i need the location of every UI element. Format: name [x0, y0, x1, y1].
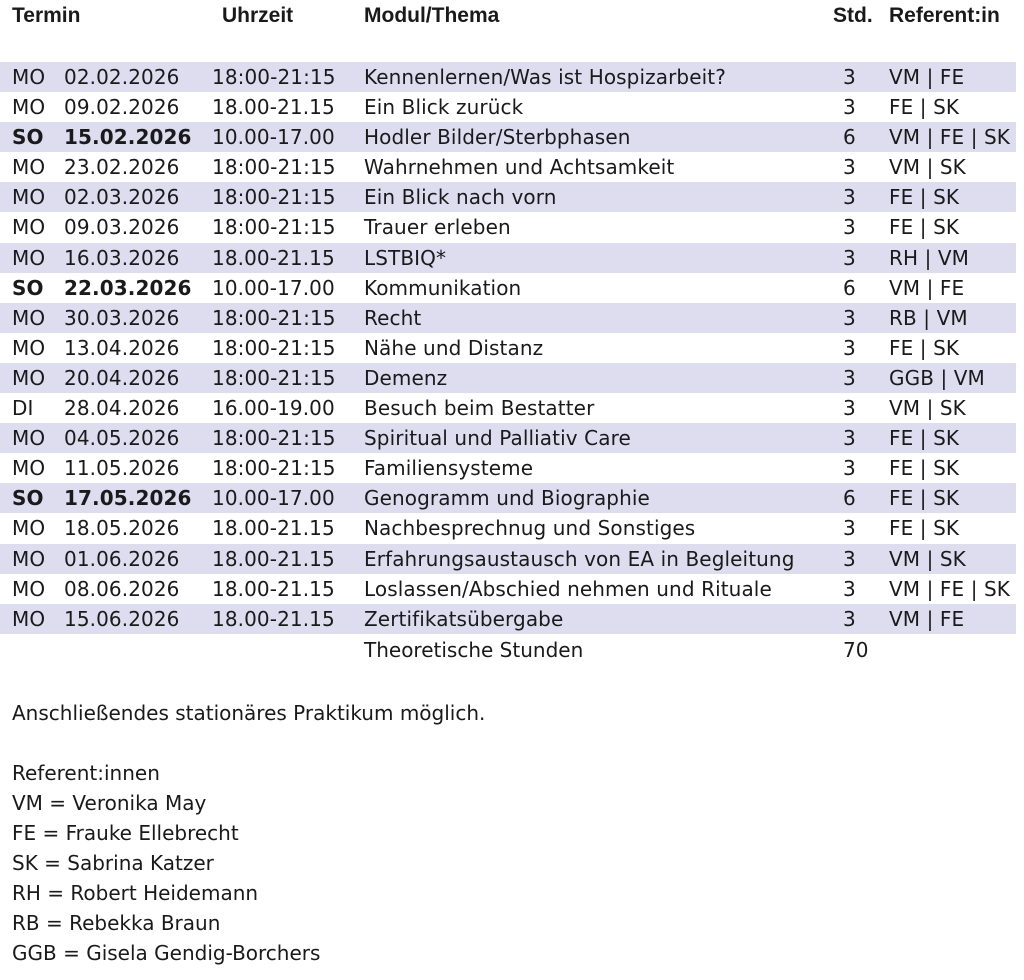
row-date: 23.02.2026 [64, 155, 180, 180]
row-date: 04.05.2026 [64, 426, 180, 451]
row-topic: Recht [364, 305, 422, 330]
row-date: 02.03.2026 [64, 185, 180, 210]
row-hours: 3 [843, 245, 856, 270]
row-time: 18:00-21:15 [212, 65, 336, 89]
row-day: MO [12, 95, 46, 120]
row-hours: 3 [843, 185, 856, 210]
row-time: 18:00-21:15 [212, 426, 336, 451]
table-row [0, 423, 1016, 453]
row-time: 18.00-21.15 [212, 245, 335, 270]
row-date: 15.02.2026 [64, 125, 192, 150]
row-hours: 3 [843, 456, 856, 481]
table-row [0, 152, 1016, 182]
table-row [0, 122, 1016, 152]
table-row [0, 182, 1016, 212]
total-hours: 70 [843, 638, 869, 662]
referent-item: RH = Robert Heidemann [12, 881, 259, 905]
table-row [0, 212, 1016, 242]
table-row [0, 303, 1016, 333]
table-row [0, 513, 1016, 543]
table-row [0, 544, 1016, 574]
referent-item: SK = Sabrina Katzer [12, 851, 214, 875]
row-time: 16.00-19.00 [212, 396, 335, 421]
row-topic: Zertifikatsübergabe [364, 606, 564, 631]
row-topic: Erfahrungsaustausch von EA in Begleitung [364, 546, 795, 571]
row-date: 13.04.2026 [64, 335, 180, 360]
row-time: 18:00-21:15 [212, 335, 336, 360]
header-termin: Termin [12, 4, 81, 27]
row-time: 18.00-21.15 [212, 546, 335, 571]
row-referent: GGB | VM [889, 365, 985, 390]
row-day: MO [12, 516, 46, 541]
row-hours: 6 [843, 275, 856, 300]
row-time: 10.00-17.00 [212, 125, 335, 150]
row-day: DI [12, 396, 34, 421]
row-day: MO [12, 335, 46, 360]
row-day: MO [12, 215, 46, 240]
row-topic: Familiensysteme [364, 456, 534, 481]
row-time: 18:00-21:15 [212, 185, 336, 210]
row-referent: FE | SK [889, 335, 960, 360]
row-date: 11.05.2026 [64, 456, 180, 481]
row-hours: 3 [843, 65, 856, 89]
header-modul: Modul/Thema [364, 4, 500, 27]
row-referent: VM | SK [889, 396, 966, 421]
row-time: 10.00-17.00 [212, 486, 335, 511]
table-row [0, 333, 1016, 363]
header-std: Std. [833, 4, 873, 27]
row-topic: Nähe und Distanz [364, 335, 544, 360]
table-row [0, 393, 1016, 423]
row-time: 18.00-21.15 [212, 95, 335, 120]
row-topic: Loslassen/Abschied nehmen und Rituale [364, 576, 772, 601]
row-hours: 3 [843, 396, 856, 421]
header-referent: Referent:in [889, 4, 1000, 27]
row-date: 09.03.2026 [64, 215, 180, 240]
row-time: 18:00-21:15 [212, 456, 336, 481]
row-hours: 3 [843, 546, 856, 571]
row-hours: 3 [843, 95, 856, 120]
row-date: 15.06.2026 [64, 606, 180, 631]
row-topic: Genogramm und Biographie [364, 486, 650, 511]
row-hours: 3 [843, 335, 856, 360]
row-topic: Trauer erleben [364, 215, 511, 240]
table-row [0, 92, 1016, 122]
referent-item: VM = Veronika May [12, 791, 207, 815]
referenten-title: Referent:innen [12, 761, 160, 785]
row-referent: RH | VM [889, 245, 970, 270]
row-referent: VM | FE [889, 275, 965, 300]
table-row [0, 243, 1016, 273]
referent-item: RB = Rebekka Braun [12, 911, 221, 935]
row-day: MO [12, 305, 46, 330]
row-day: MO [12, 185, 46, 210]
row-day: SO [12, 125, 44, 150]
table-row [0, 604, 1016, 634]
row-time: 18:00-21:15 [212, 305, 336, 330]
referent-item: GGB = Gisela Gendig-Borchers [12, 941, 321, 965]
row-hours: 3 [843, 606, 856, 631]
table-row [0, 62, 1016, 92]
row-time: 18:00-21:15 [212, 155, 336, 180]
row-topic: LSTBIQ* [364, 245, 447, 270]
row-day: MO [12, 576, 46, 601]
row-hours: 6 [843, 486, 856, 511]
row-date: 17.05.2026 [64, 486, 192, 511]
row-hours: 3 [843, 576, 856, 601]
table-row [0, 453, 1016, 483]
row-topic: Demenz [364, 365, 448, 390]
row-hours: 3 [843, 516, 856, 541]
row-hours: 3 [843, 215, 856, 240]
row-day: MO [12, 155, 46, 180]
row-hours: 3 [843, 426, 856, 451]
row-referent: FE | SK [889, 486, 960, 511]
row-referent: FE | SK [889, 516, 960, 541]
row-referent: FE | SK [889, 426, 960, 451]
row-date: 01.06.2026 [64, 546, 180, 571]
row-time: 10.00-17.00 [212, 275, 335, 300]
row-referent: VM | SK [889, 155, 966, 180]
total-row [0, 634, 1016, 666]
table-header [0, 0, 1024, 36]
row-referent: VM | SK [889, 546, 966, 571]
row-referent: FE | SK [889, 215, 960, 240]
row-time: 18.00-21.15 [212, 516, 335, 541]
total-label: Theoretische Stunden [364, 638, 584, 662]
row-day: MO [12, 65, 46, 89]
row-referent: VM | FE | SK [889, 125, 1010, 150]
row-referent: RB | VM [889, 305, 968, 330]
row-day: SO [12, 275, 44, 300]
praktikum-note: Anschließendes stationäres Praktikum möglich. [12, 701, 486, 725]
row-date: 28.04.2026 [64, 396, 180, 421]
row-topic: Besuch beim Bestatter [364, 396, 595, 421]
row-topic: Nachbesprechnug und Sonstiges [364, 516, 696, 541]
row-time: 18.00-21.15 [212, 606, 335, 631]
row-referent: VM | FE [889, 606, 965, 631]
header-uhrzeit: Uhrzeit [222, 4, 294, 27]
row-topic: Spiritual und Palliativ Care [364, 426, 631, 451]
row-topic: Wahrnehmen und Achtsamkeit [364, 155, 675, 180]
row-topic: Kommunikation [364, 275, 522, 300]
row-topic: Kennenlernen/Was ist Hospizarbeit? [364, 65, 726, 89]
row-date: 22.03.2026 [64, 275, 192, 300]
row-day: MO [12, 245, 46, 270]
schedule-table [0, 62, 1016, 634]
row-topic: Hodler Bilder/Sterbphasen [364, 125, 631, 150]
row-date: 18.05.2026 [64, 516, 180, 541]
table-row [0, 574, 1016, 604]
row-hours: 3 [843, 155, 856, 180]
row-topic: Ein Blick nach vorn [364, 185, 557, 210]
referent-item: FE = Frauke Ellebrecht [12, 821, 239, 845]
table-row [0, 363, 1016, 393]
row-time: 18.00-21.15 [212, 576, 335, 601]
row-day: SO [12, 486, 44, 511]
table-row [0, 273, 1016, 303]
table-row [0, 483, 1016, 513]
row-referent: FE | SK [889, 185, 960, 210]
row-time: 18:00-21:15 [212, 365, 336, 390]
row-date: 16.03.2026 [64, 245, 180, 270]
row-day: MO [12, 426, 46, 451]
row-hours: 3 [843, 365, 856, 390]
row-day: MO [12, 365, 46, 390]
row-topic: Ein Blick zurück [364, 95, 524, 120]
row-date: 20.04.2026 [64, 365, 180, 390]
row-date: 02.02.2026 [64, 65, 180, 89]
row-time: 18:00-21:15 [212, 215, 336, 240]
row-date: 30.03.2026 [64, 305, 180, 330]
row-hours: 6 [843, 125, 856, 150]
row-referent: VM | FE | SK [889, 576, 1010, 601]
row-date: 09.02.2026 [64, 95, 180, 120]
row-referent: FE | SK [889, 95, 960, 120]
row-day: MO [12, 456, 46, 481]
row-referent: FE | SK [889, 456, 960, 481]
row-day: MO [12, 546, 46, 571]
row-hours: 3 [843, 305, 856, 330]
row-day: MO [12, 606, 46, 631]
row-date: 08.06.2026 [64, 576, 180, 601]
notes [12, 698, 485, 968]
row-referent: VM | FE [889, 65, 965, 89]
